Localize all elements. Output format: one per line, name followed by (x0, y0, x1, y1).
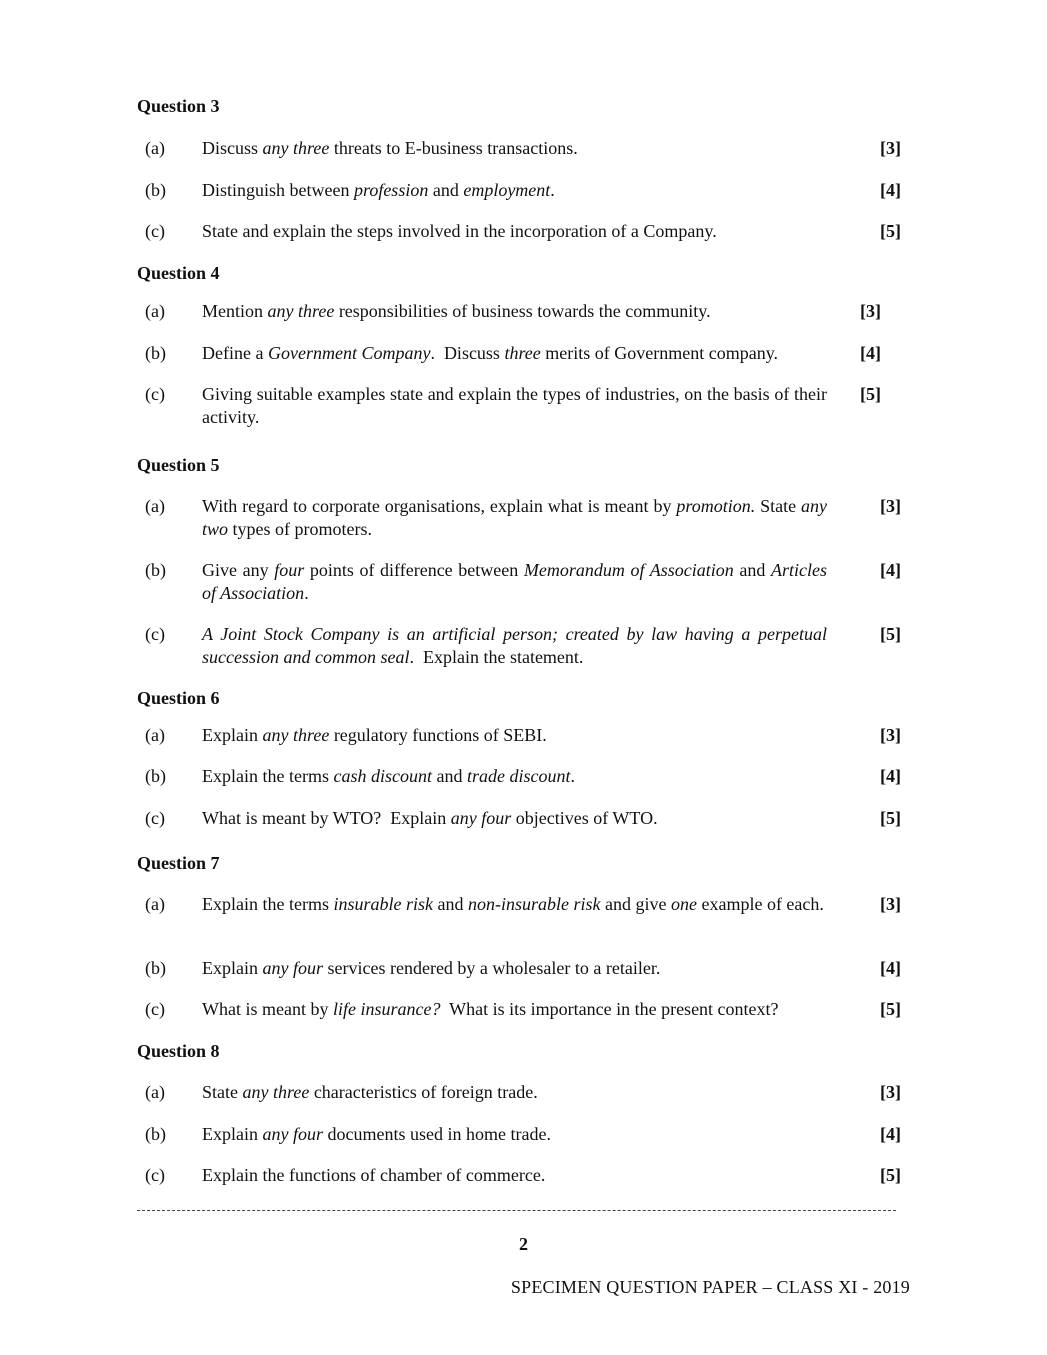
part-marks: [5] (880, 221, 901, 241)
part-text: Define a Government Company. Discuss three merits of Government company. (202, 343, 779, 363)
part-marks: [4] (880, 560, 901, 580)
footer-title: SPECIMEN QUESTION PAPER – CLASS XI - 2019 (510, 1277, 910, 1297)
part-marks: [3] (880, 138, 901, 158)
part-text: What is meant by WTO? Explain any four objectives of WTO. (202, 808, 658, 828)
part-marks: [3] (880, 725, 901, 745)
question-heading: Question 8 (137, 1041, 220, 1061)
part-letter: (c) (145, 808, 165, 828)
part-marks: [4] (880, 958, 901, 978)
part-text: Explain the terms insurable risk and non-insurable risk and give one example of each. (202, 894, 824, 914)
part-letter: (c) (145, 1165, 165, 1185)
footer-divider (137, 1210, 896, 1211)
part-letter: (a) (145, 894, 165, 914)
part-marks: [3] (880, 894, 901, 914)
question-heading: Question 6 (137, 688, 220, 708)
part-text: What is meant by life insurance? What is its importance in the present context? (202, 999, 779, 1019)
part-marks: [4] (860, 343, 881, 363)
part-letter: (a) (145, 725, 165, 745)
question-heading: Question 5 (137, 455, 220, 475)
part-text: Explain any four documents used in home trade. (202, 1124, 551, 1144)
part-text: Explain the terms cash discount and trade discount. (202, 766, 575, 786)
part-letter: (c) (145, 221, 165, 241)
part-letter: (a) (145, 301, 165, 321)
part-text: Give any four points of difference between Memorandum of Association and Articles of Association. (202, 560, 827, 603)
part-text: Discuss any three threats to E-business transactions. (202, 138, 578, 158)
part-text: Explain any four services rendered by a wholesaler to a retailer. (202, 958, 661, 978)
part-letter: (b) (145, 343, 166, 363)
part-letter: (b) (145, 958, 166, 978)
part-marks: [3] (880, 496, 901, 516)
part-marks: [5] (860, 384, 881, 404)
part-letter: (b) (145, 766, 166, 786)
question-heading: Question 4 (137, 263, 220, 283)
part-marks: [4] (880, 180, 901, 200)
part-letter: (a) (145, 138, 165, 158)
part-marks: [3] (880, 1082, 901, 1102)
part-text: Giving suitable examples state and explain the types of industries, on the basis of their activity. (202, 384, 827, 427)
part-letter: (c) (145, 384, 165, 404)
part-letter: (a) (145, 1082, 165, 1102)
part-letter: (b) (145, 560, 166, 580)
part-text: With regard to corporate organisations, explain what is meant by promotion. State any two types of promoters. (202, 496, 828, 539)
part-letter: (c) (145, 999, 165, 1019)
part-text: A Joint Stock Company is an artificial person; created by law having a perpetual succession and common seal. Explain the statement. (202, 624, 827, 667)
part-marks: [5] (880, 999, 901, 1019)
part-text: State any three characteristics of foreign trade. (202, 1082, 538, 1102)
question-heading: Question 7 (137, 853, 220, 873)
part-marks: [5] (880, 808, 901, 828)
part-text: State and explain the steps involved in the incorporation of a Company. (202, 221, 717, 241)
part-marks: [5] (880, 1165, 901, 1185)
part-letter: (b) (145, 180, 166, 200)
part-marks: [4] (880, 1124, 901, 1144)
part-text: Distinguish between profession and employment. (202, 180, 555, 200)
part-text: Mention any three responsibilities of business towards the community. (202, 301, 711, 321)
page-number: 2 (519, 1234, 528, 1254)
part-marks: [3] (860, 301, 881, 321)
part-letter: (c) (145, 624, 165, 644)
part-marks: [5] (880, 624, 901, 644)
question-heading: Question 3 (137, 96, 220, 116)
part-text: Explain the functions of chamber of commerce. (202, 1165, 546, 1185)
part-marks: [4] (880, 766, 901, 786)
part-text: Explain any three regulatory functions of SEBI. (202, 725, 547, 745)
part-letter: (a) (145, 496, 165, 516)
part-letter: (b) (145, 1124, 166, 1144)
